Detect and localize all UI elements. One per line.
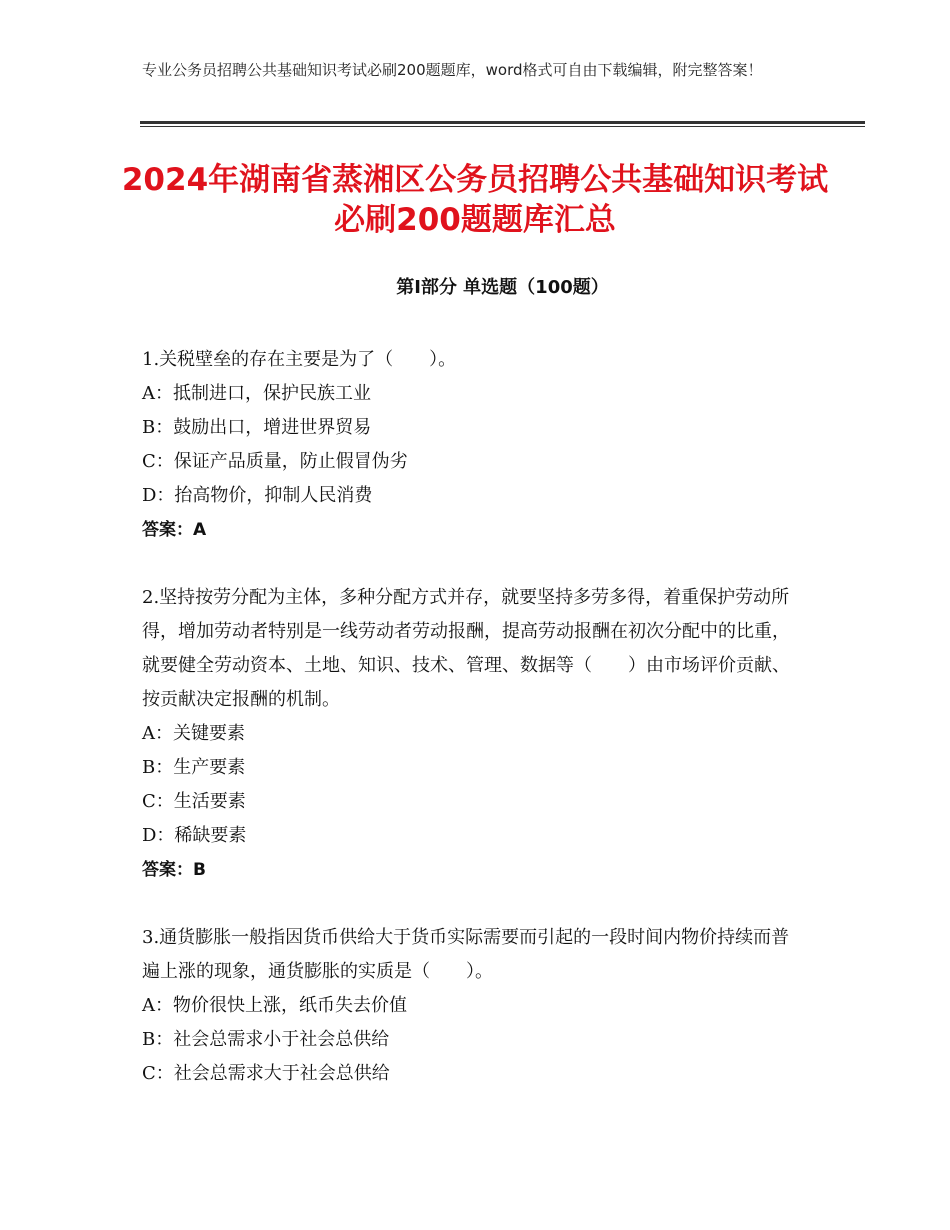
option-b: B：鼓励出口，增进世界贸易: [142, 417, 372, 438]
option-b: B：生产要素: [142, 757, 246, 778]
option-c: C：保证产品质量，防止假冒伪劣: [142, 451, 408, 472]
question-list: [142, 343, 802, 1125]
question-stem: 1.关税壁垒的存在主要是为了（ ）。: [142, 349, 457, 370]
option-c: C：社会总需求大于社会总供给: [142, 1063, 390, 1084]
question-2: [142, 581, 802, 887]
option-c: C：生活要素: [142, 791, 246, 812]
question-1: [142, 343, 802, 547]
option-d: D：稀缺要素: [142, 825, 247, 846]
header-divider-thin: [140, 126, 865, 127]
option-a: A：抵制进口，保护民族工业: [142, 383, 371, 404]
option-b: B：社会总需求小于社会总供给: [142, 1029, 390, 1050]
question-stem: 2.坚持按劳分配为主体，多种分配方式并存，就要坚持多劳多得，着重保护劳动所得，增加劳动者特别是一线劳动者劳动报酬，提高劳动报酬在初次分配中的比重，就要健全劳动资本、土地、知识、技术、管理、数据等（ ）由市场评价贡献、按贡献决定报酬的机制。: [142, 587, 790, 710]
option-a: A：物价很快上涨，纸币失去价值: [142, 995, 407, 1016]
header-note: 专业公务员招聘公共基础知识考试必刷200题题库，word格式可自由下载编辑，附完整答案！: [142, 61, 763, 79]
question-stem: 3.通货膨胀一般指因货币供给大于货币实际需要而引起的一段时间内物价持续而普遍上涨的现象，通货膨胀的实质是（ ）。: [142, 927, 790, 982]
option-d: D：抬高物价，抑制人民消费: [142, 485, 373, 506]
option-a: A：关键要素: [142, 723, 245, 744]
document-title: 2024年湖南省蒸湘区公务员招聘公共基础知识考试必刷200题题库汇总: [121, 162, 829, 238]
answer: 答案：B: [142, 860, 206, 880]
section-title: 第Ⅰ部分 单选题（100题）: [396, 277, 609, 298]
answer: 答案：A: [142, 520, 207, 540]
question-3: [142, 921, 802, 1091]
header-divider-thick: [140, 121, 865, 124]
